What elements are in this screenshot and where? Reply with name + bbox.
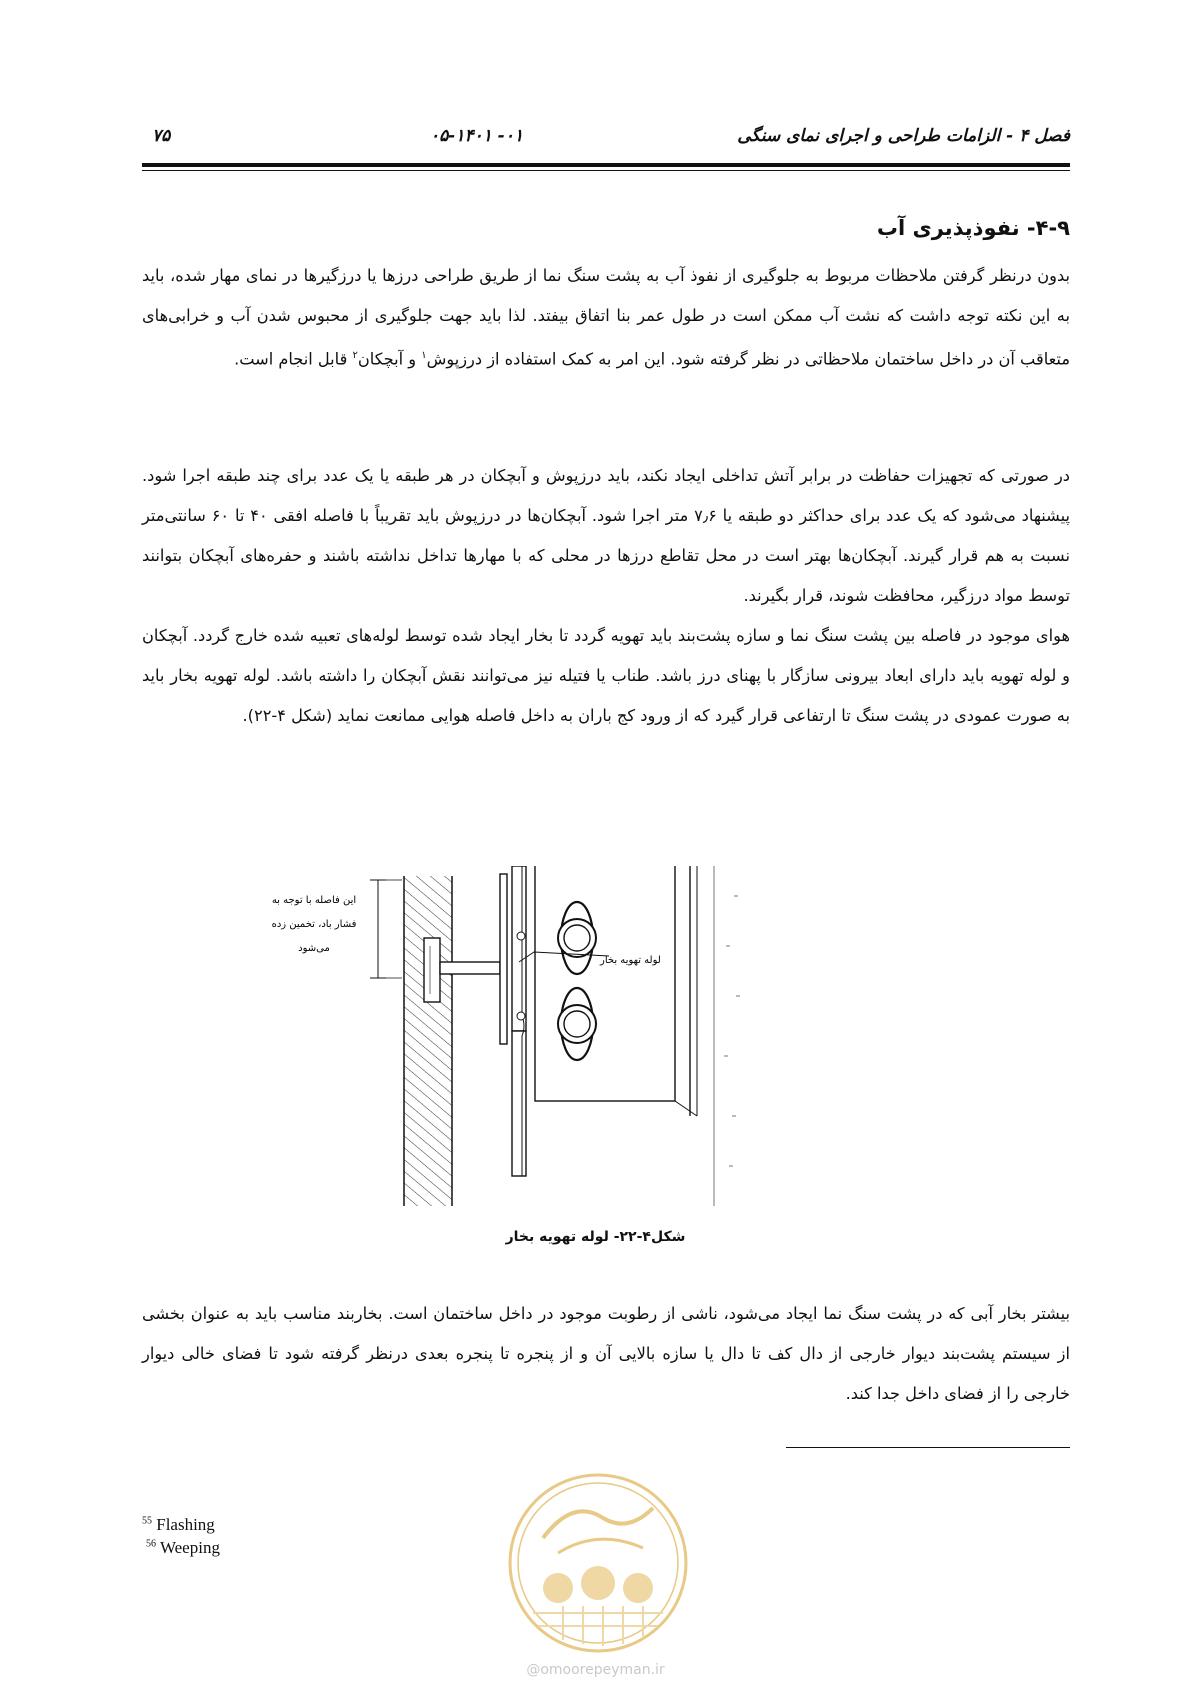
watermark: @omoorepeyman.ir [526,1662,665,1678]
figure-caption: شکل۴-۲۲- لوله تهویه بخار [505,1229,686,1245]
paragraph-4: بیشتر بخار آبی که در پشت سنگ نما ایجاد می‌شود، ناشی از رطوبت موجود در داخل ساختمان است. بخاربند مناسب باید به عنوان بخشی از سیستم پشت‌بند دیوار خارجی از دال کف تا دال یا سازه بالایی آن و از پنجره تا پنجره بعدی درنظر گرفته شود تا فضای خالی دیوار خارجی را از فضای داخل جدا کند. [142,1304,1070,1403]
spacing-label-line-2: فشار باد، تخمین زده [271,919,357,930]
footnote-2 [146,1538,220,1558]
spacing-label-line-1: این فاصله با توجه به [271,895,357,906]
footnote-ref-1: ۱ [421,350,427,361]
page-number: ۷۵ [152,126,171,146]
paragraph-2: در صورتی که تجهیزات حفاظت در برابر آتش تداخلی ایجاد نکند، باید درزپوش و آبچکان در هر طبقه یا یک عدد برای چند طبقه اجرا شود. پیشنهاد می‌شود که یک عدد برای حداکثر دو طبقه یا ۷٫۶ متر اجرا شود. آبچکان‌ها در درزپوش باید تقریباً با فاصله افقی ۴۰ تا ۶۰ سانتی‌متر نسبت به هم قرار گیرند. آبچکان‌ها بهتر است در محل تقاطع درزها در محلی که با مهارها تداخل نداشته باشند و حفره‌های آبچکان بتوانند توسط مواد درزگیر، محافظت شوند، قرار بگیرند. [142,466,1070,605]
header-rule-thin [142,170,1070,171]
section-title: ۴-۹- نفوذپذیری آب [876,216,1070,240]
spacing-dimension [370,880,402,978]
footnote-ref-2: ۲ [352,350,358,361]
paragraph-3: هوای موجود در فاصله بین پشت سنگ نما و سازه پشت‌بند باید تهویه گردد تا بخار ایجاد شده توسط لوله‌های تعبیه شده خارج گردد. آبچکان و لوله تهویه باید دارای ابعاد بیرونی سازگار با پهنای درز باشد. طناب یا فتیله نیز می‌توانند نقش آبچکان را داشته باشد. لوله تهویه بخار باید به صورت عمودی در پشت سنگ تا ارتفاعی قرار گیرد که از ورود کج باران به داخل فاصله هوایی ممانعت نماید (شکل ۴-۲۲). [142,626,1070,725]
paragraph-1 [142,256,1070,379]
structure-edge [714,866,740,1206]
footnote-1-num: 55 [142,1515,152,1527]
chapter-title: فصل ۴ - الزامات طراحی و اجرای نمای سنگی [737,126,1070,146]
spacing-label-line-3: می‌شود [298,943,330,954]
footnote-1 [142,1515,215,1535]
footnote-2-num: 56 [146,1538,156,1550]
paragraph-1-mid: و آبچکان [357,349,422,369]
publisher-seal-logo [503,1468,693,1658]
vent-pipe-detail-figure [264,866,804,1216]
footnote-rule [786,1447,1070,1448]
header-rule-thick [142,163,1070,167]
paragraph-1-end: قابل انجام است. [234,349,353,369]
header-date: ۰۱- ۰۵-۱۴۰۱ [430,126,524,146]
stone-panel [512,866,697,1176]
paragraph-1-text: بدون درنظر گرفتن ملاحظات مربوط به جلوگیری از نفوذ آب به پشت سنگ نما از طریق طراحی درزها یا درزگیرها در نمای مهار شده، باید به این نکته توجه داشت که نشت آب ممکن است در طول عمر بنا اتفاق بیفتد. لذا باید جهت جلوگیری از محبوس شدن آب و خرابی‌های متعاقب آن در داخل ساختمان ملاحظاتی در نظر گرفته شود. این امر به کمک استفاده از درزپوش [142,266,1070,369]
footnote-1-text: Flashing [152,1515,215,1534]
backup-wall [404,876,452,1206]
pipe-label: لوله تهویه بخار [600,955,661,966]
footnote-2-text: Weeping [156,1538,220,1557]
